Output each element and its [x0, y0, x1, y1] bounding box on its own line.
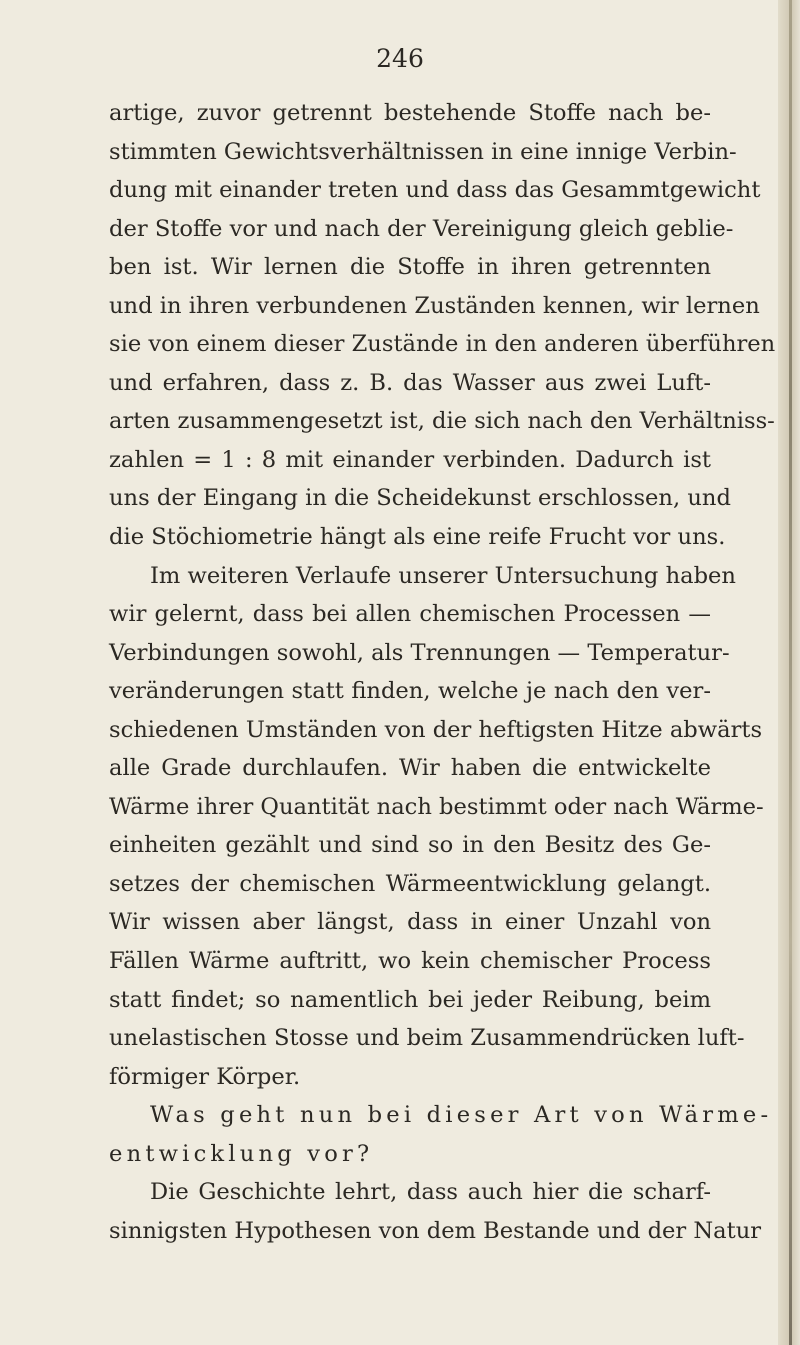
text-line: der Stoffe vor und nach der Vereinigung gleich geblie-: [109, 215, 734, 242]
text-line: Im weiteren Verlaufe unserer Untersuchung haben: [150, 562, 736, 589]
text-line: entwicklung vor?: [109, 1140, 374, 1167]
text-line: artige, zuvor getrennt bestehende Stoffe nach be-: [109, 100, 711, 126]
text-line: veränderungen statt finden, welche je nach den ver-: [109, 678, 711, 705]
page-number: 246: [376, 44, 424, 73]
text-line: setzes der chemischen Wärmeentwicklung gelangt.: [109, 870, 711, 897]
text-line: unelastischen Stosse und beim Zusammendrücken luft-: [109, 1025, 745, 1052]
text-line: uns der Eingang in die Scheidekunst erschlossen, und: [109, 485, 731, 512]
text-line: sinnigsten Hypothesen von dem Bestande und der Natur: [109, 1217, 762, 1244]
text-line: sie von einem dieser Zustände in den anderen überführen: [109, 331, 776, 358]
text-line: Die Geschichte lehrt, dass auch hier die scharf-: [150, 1179, 711, 1206]
text-line: förmiger Körper.: [109, 1063, 301, 1090]
text-line: die Stöchiometrie hängt als eine reife Frucht vor uns.: [109, 524, 726, 551]
text-line: Fällen Wärme auftritt, wo kein chemischer Process: [109, 948, 711, 975]
text-line: statt findet; so namentlich bei jeder Reibung, beim: [109, 986, 711, 1013]
page-edge-shadow: [789, 0, 792, 1345]
text-line: wir gelernt, dass bei allen chemischen Processen —: [109, 601, 711, 628]
text-line: Was geht nun bei dieser Art von Wärme-: [150, 1102, 773, 1129]
text-line: alle Grade durchlaufen. Wir haben die entwickelte: [109, 755, 711, 782]
text-line: arten zusammengesetzt ist, die sich nach den Verhältniss-: [109, 408, 775, 435]
text-line: stimmten Gewichtsverhältnissen in eine innige Verbin-: [109, 138, 737, 165]
text-line: und in ihren verbundenen Zuständen kennen, wir lernen: [109, 292, 760, 319]
text-line: dung mit einander treten und dass das Gesammtgewicht: [109, 177, 761, 204]
text-line: Verbindungen sowohl, als Trennungen — Temperatur-: [109, 639, 730, 666]
text-line: Wir wissen aber längst, dass in einer Unzahl von: [109, 909, 711, 936]
text-line: einheiten gezählt und sind so in den Besitz des Ge-: [109, 832, 711, 859]
text-line: zahlen = 1 : 8 mit einander verbinden. Dadurch ist: [109, 446, 711, 473]
text-line: ben ist. Wir lernen die Stoffe in ihren getrennten: [109, 254, 711, 281]
text-line: Wärme ihrer Quantität nach bestimmt oder nach Wärme-: [109, 793, 764, 820]
text-line: und erfahren, dass z. B. das Wasser aus zwei Luft-: [109, 369, 711, 396]
body-text: [109, 94, 776, 1250]
text-line: schiedenen Umständen von der heftigsten Hitze abwärts: [109, 716, 763, 743]
